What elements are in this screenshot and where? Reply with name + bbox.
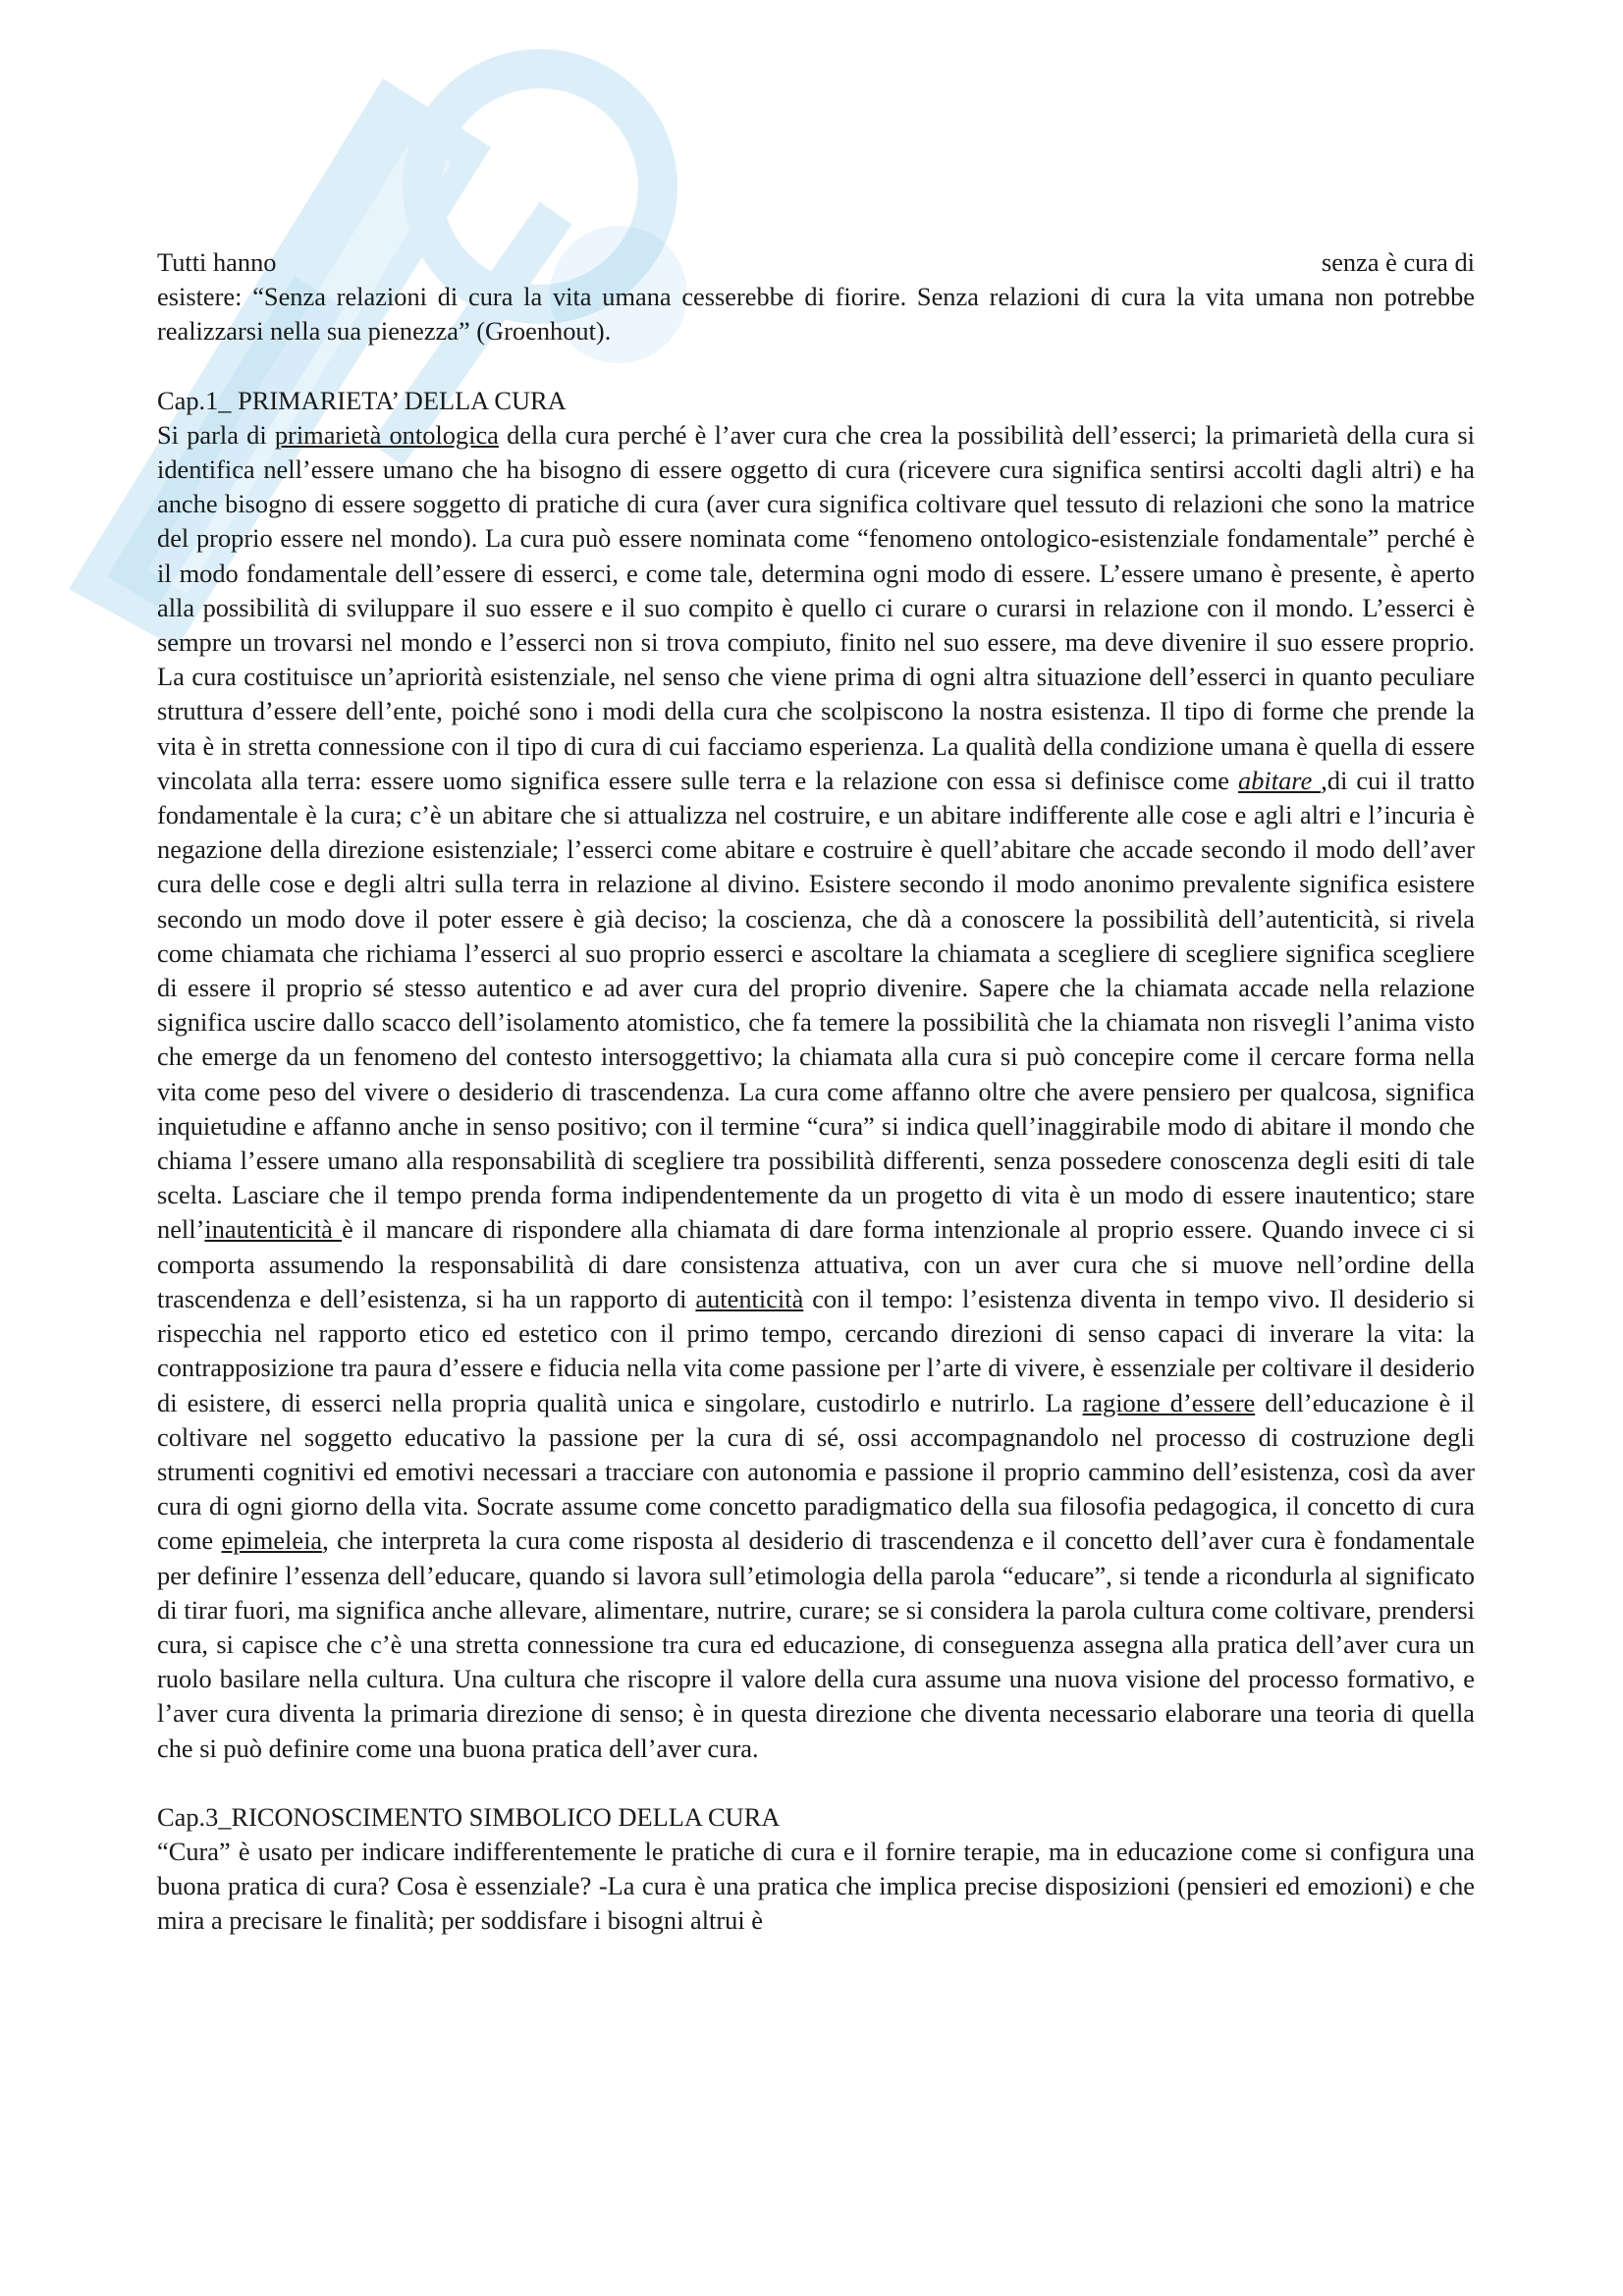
underlined-italic-term: abitare — [1238, 765, 1322, 795]
underlined-term: epimeleia — [221, 1525, 323, 1556]
intro-right-text: senza è cura di — [1321, 247, 1475, 277]
chapter-1-paragraph: Si parla di primarietà ontologica della cura perché è l’aver cura che crea la possibilità dell’esserci; la primarietà della cura si identifica nell’essere umano che ha bisogno di essere oggetto di cura (ricevere cura significa sentirsi accolti dagli altri) e ha anche bisogno di essere soggetto di pratiche di cura (aver cura significa coltivare quel tessuto di relazioni che sono la matrice del proprio essere nel mondo). La cura può essere nominata come “fenomeno ontologico-esistenziale fondamentale” perché è il modo fondamentale dell’essere di esserci, e come tale, determina ogni modo di essere. L’essere umano è presente, è aperto alla possibilità di sviluppare il suo essere e il suo compito è quello ci curare o curarsi in relazione con il mondo. L’esserci è sempre un trovarsi nel mondo e l’esserci non si trova compiuto, finito nel suo essere, ma deve divenire il suo essere proprio. La cura costituisce un’apriorità esistenziale, nel senso che viene prima di ogni altra situazione dell’esserci in quanto peculiare struttura d’essere dell’ente, poiché sono i modi della cura che scolpiscono la nostra esistenza. Il tipo di forme che prende la vita è in stretta connessione con il tipo di cura di cui facciamo esperienza. La qualità della condizione umana è quella di essere vincolata alla terra: essere uomo significa essere sulle terra e la relazione con essa si definisce come abitare ,di cui il tratto fondamentale è la cura; c’è un abitare che si attualizza nel costruire, e un abitare indifferente alle cose e agli altri e l’incuria è negazione della direzione esistenziale; l’esserci come abitare e costruire è quell’abitare che accade secondo il modo dell’aver cura delle cose e degli altri sulla terra in relazione al divino. Esistere secondo il modo anonimo prevalente significa esistere secondo un modo dove il poter essere è già deciso; la coscienza, che dà a conoscere la possibilità dell’autenticità, si rivela come chiamata che richiama l’esserci al suo proprio esserci e ascoltare la chiamata a scegliere di scegliere significa scegliere di essere il proprio sé stesso autentico e ad aver cura del proprio divenire. Sapere che la chiamata accade nella relazione significa uscire dallo scacco dell’isolamento atomistico, che fa temere la possibilità che la chiamata non risvegli l’anima visto che emerge da un fenomeno del contesto intersoggettivo; la chiamata alla cura si può concepire come il cercare forma nella vita come peso del vivere o desiderio di trascendenza. La cura come affanno oltre che avere pensiero per qualcosa, significa inquietudine e affanno anche in senso positivo; con il termine “cura” si indica quell’inaggirabile modo di abitare il mondo che chiama l’essere umano alla responsabilità di scegliere tra possibilità differenti, senza possedere conoscenza degli esiti di tale scelta. Lasciare che il tempo prenda forma indipendentemente da un progetto di vita è un modo di essere inautentico; stare nell’inautenticità è il mancare di rispondere alla chiamata di dare forma intenzionale al proprio essere. Quando invece ci si comporta assumendo la responsabilità di dare consistenza attuativa, con un aver cura che si muove nell’ordine della trascendenza e dell’esistenza, si ha un rapporto di autenticità con il tempo: l’esistenza diventa in tempo vivo. Il desiderio si rispecchia nel rapporto etico ed estetico con il primo tempo, cercando direzioni di senso capaci di inverare la vita: la contrapposizione tra paura d’essere e fiducia nella vita come passione per l’arte di vivere, è essenziale per coltivare il desiderio di esistere, di esserci nella propria qualità unica e singolare, custodirlo e nutrirlo. La ragione d’essere dell’educazione è il coltivare nel soggetto educativo la passione per la cura di sé, ossi accompagnandolo nel processo di costruzione degli strumenti cognitivi ed emotivi necessari a tracciare con autonomia e passione il proprio cammino dell’esistenza, così da aver cura di ogni giorno della vita. Socrate assume come concetto paradigmatico della sua filosofia pedagogica, il concetto di cura come epimeleia, che interpreta la cura come risposta al desiderio di trascendenza e il concetto dell’aver cura è fondamentale per definire l’essenza dell’educare, quando si lavora sull’etimologia della parola “educare”, si tende a ricondurla al significato di tirar fuori, ma significa anche allevare, alimentare, nutrire, curare; se si considera la parola cultura come coltivare, prendersi cura, si capisce che c’è una stretta connessione tra cura ed educazione, di conseguenza assegna alla pratica dell’aver cura un ruolo basilare nella cultura. Una cultura che riscopre il valore della cura assume una nuova visione del processo formativo, e l’aver cura diventa la primaria direzione di senso; è in questa direzione che diventa necessario elaborare una teoria di quella che si può definire come una buona pratica dell’aver cura. — [157, 419, 1475, 1763]
spacer — [157, 349, 1475, 384]
underlined-term: primarietà ontologica — [274, 419, 499, 450]
underlined-term: inautenticità — [204, 1214, 343, 1245]
chapter-3-heading: Cap.3_RICONOSCIMENTO SIMBOLICO DELLA CURA — [157, 1801, 781, 1832]
spacer — [157, 1766, 1475, 1800]
underlined-term: ragione d’essere — [1082, 1387, 1256, 1417]
intro-paragraph: esistere: “Senza relazioni di cura la vita umana cesserebbe di fiorire. Senza relazioni di cura la vita umana non potrebbe realizzarsi nella sua pienezza” (Groenhout). — [157, 282, 1475, 347]
intro-first-line — [157, 245, 1475, 280]
underlined-term: autenticità — [695, 1283, 804, 1313]
chapter-3-paragraph: “Cura” è usato per indicare indifferentemente le pratiche di cura e il fornire terapie, ma in educazione come si configura una buona pratica di cura? Cosa è essenziale? -La cura è una pratica che implica precise disposizioni (pensieri ed emozioni) e che mira a precisare le finalità; per soddisfare i bisogni altrui è — [157, 1836, 1475, 1936]
document-page — [157, 245, 1475, 1939]
chapter-1-heading: Cap.1_ PRIMARIETA’ DELLA CURA — [157, 385, 567, 415]
intro-left-text: Tutti hanno — [157, 247, 277, 277]
